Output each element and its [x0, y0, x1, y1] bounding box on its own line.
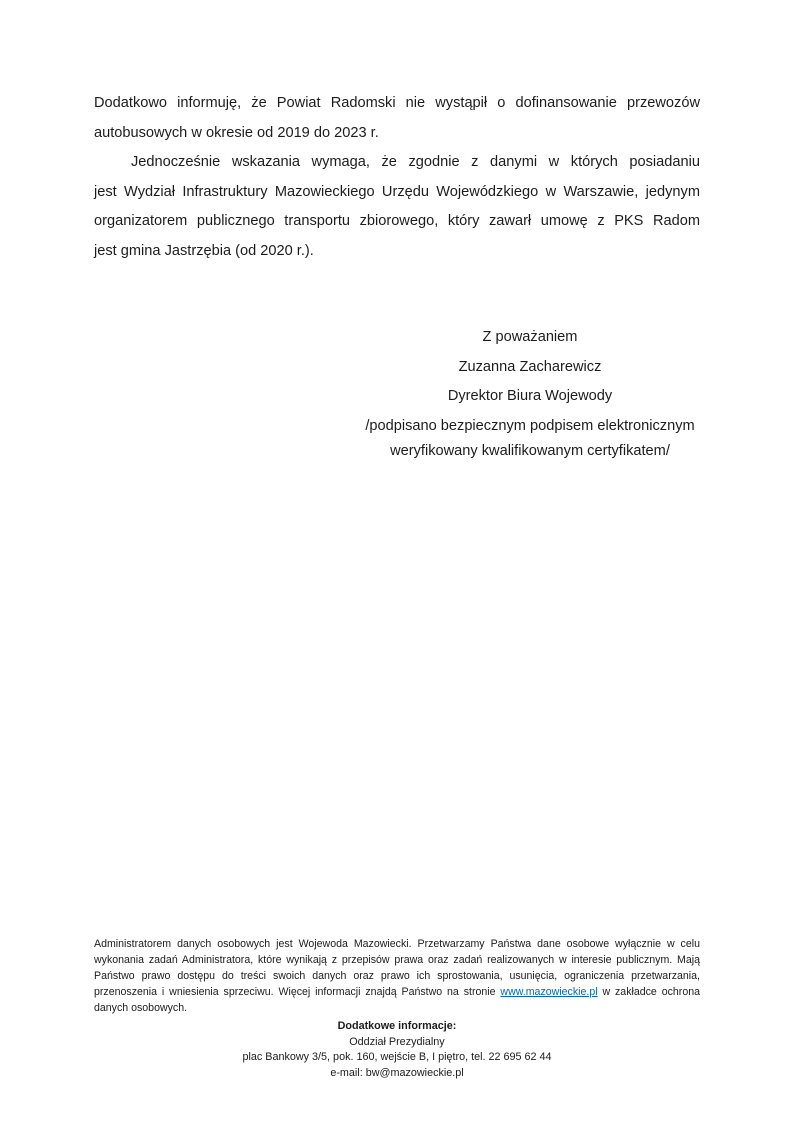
privacy-notice-line: danych osobowych. — [94, 1002, 188, 1014]
paragraph-2 — [94, 148, 700, 266]
additional-info-heading: Dodatkowe informacje: — [337, 1020, 457, 1032]
signature-block — [360, 323, 700, 464]
privacy-notice-line: wykonania zadań Administratora, które wynikają z przepisów prawa oraz zadań realizowanych w interesie publicznym. Mają — [94, 954, 700, 966]
body-paragraph-line: Jednocześnie wskazania wymaga, że zgodnie z danymi w których posiadaniu — [131, 154, 700, 170]
privacy-notice-line: Państwo prawo dostępu do treści swoich danych oraz prawo ich sprostowania, usunięcia, ograniczenia przetwarzania, — [94, 970, 700, 982]
email-line: e-mail: bw@mazowieckie.pl — [330, 1066, 464, 1079]
signature-closing: Z poważaniem — [482, 329, 578, 345]
additional-info-block — [94, 1019, 700, 1081]
letter-body — [94, 89, 700, 464]
body-paragraph-line: organizatorem publicznego transportu zbiorowego, który zawarł umowę z PKS Radom — [94, 213, 700, 229]
privacy-notice-line: Administratorem danych osobowych jest Wojewoda Mazowiecki. Przetwarzamy Państwa dane osobowe wyłącznie w celu — [94, 938, 700, 950]
body-paragraph-line: Dodatkowo informuję, że Powiat Radomski nie wystąpił o dofinansowanie przewozów — [94, 95, 700, 111]
paragraph-1 — [94, 89, 700, 148]
privacy-notice-text: przenoszenia i wniesienia sprzeciwu. Więcej informacji znajdą Państwo na stronie — [94, 986, 501, 998]
privacy-notice-line — [94, 984, 700, 1000]
signature-name: Zuzanna Zacharewicz — [458, 358, 602, 375]
department-line: Oddział Prezydialny — [349, 1035, 445, 1048]
body-paragraph-line: jest gmina Jastrzębia (od 2020 r.). — [94, 242, 314, 259]
privacy-notice-text: w zakładce ochrona — [597, 986, 701, 998]
address-line: plac Bankowy 3/5, pok. 160, wejście B, I piętro, tel. 22 695 62 44 — [242, 1051, 552, 1063]
mazowieckie-link[interactable]: www.mazowieckie.pl — [500, 986, 598, 998]
body-paragraph-line: autobusowych w okresie od 2019 do 2023 r. — [94, 124, 379, 141]
privacy-notice — [94, 936, 700, 1016]
electronic-signature-note — [360, 414, 700, 464]
esign-note-line: /podpisano bezpiecznym podpisem elektronicznym — [365, 417, 695, 434]
body-paragraph-line: jest Wydział Infrastruktury Mazowieckiego Urzędu Wojewódzkiego w Warszawie, jedynym — [94, 183, 700, 200]
esign-note-line: weryfikowany kwalifikowanym certyfikatem/ — [390, 442, 670, 459]
page-footer — [94, 936, 700, 1081]
signature-title: Dyrektor Biura Wojewody — [447, 388, 613, 404]
